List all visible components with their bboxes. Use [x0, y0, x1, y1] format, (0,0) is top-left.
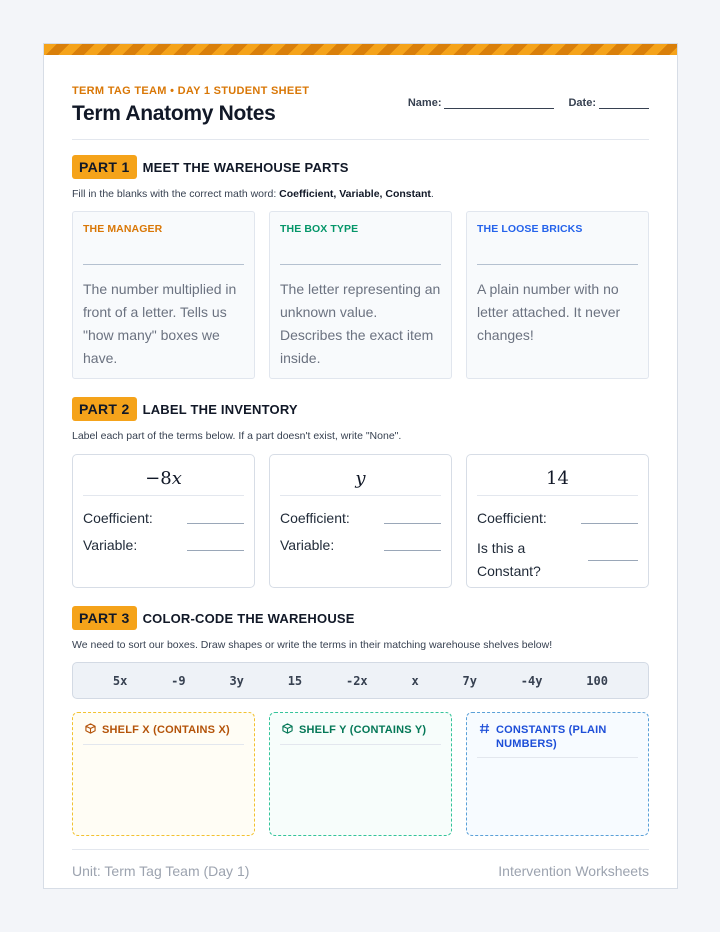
part-3-title: COLOR-CODE THE WAREHOUSE [142, 610, 355, 626]
term-chip[interactable]: -4y [520, 673, 543, 688]
box-icon [83, 723, 97, 738]
part-3-heading [72, 605, 649, 631]
box-icon [280, 723, 294, 738]
answer-blank[interactable] [83, 264, 244, 265]
shelf-y-dropzone[interactable] [269, 712, 452, 836]
term-chip[interactable]: 3y [229, 673, 244, 688]
constant-row: Is this a Constant? [477, 537, 638, 583]
part-1-heading [72, 154, 649, 180]
part-3-section [72, 605, 649, 836]
term-card-y [269, 454, 452, 588]
coefficient-blank[interactable] [384, 523, 441, 524]
part-2-title: LABEL THE INVENTORY [142, 401, 298, 417]
answer-blank[interactable] [280, 264, 441, 265]
part-3-tag: PART 3 [72, 606, 137, 630]
variable-row: Variable: [280, 537, 441, 553]
page-title: Term Anatomy Notes [72, 102, 276, 125]
coefficient-row: Coefficient: [477, 510, 638, 526]
shelf-label: SHELF X (CONTAINS X) [102, 724, 230, 736]
answer-blank[interactable] [477, 264, 638, 265]
sheet-kicker: TERM TAG TEAM • DAY 1 STUDENT SHEET [72, 85, 310, 97]
part-1-section [72, 154, 649, 379]
card-the-manager [72, 211, 255, 379]
term-expression: 14 [477, 455, 638, 496]
date-label: Date: [568, 97, 596, 109]
shelf-label: SHELF Y (CONTAINS Y) [299, 724, 427, 736]
page-footer [72, 849, 649, 879]
term-expression: −8x [83, 455, 244, 496]
coefficient-row: Coefficient: [280, 510, 441, 526]
variable-blank[interactable] [384, 550, 441, 551]
card-the-loose-bricks [466, 211, 649, 379]
coefficient-row: Coefficient: [83, 510, 244, 526]
shelf-x-dropzone[interactable] [72, 712, 255, 836]
card-the-box-type [269, 211, 452, 379]
hash-icon [477, 723, 491, 738]
worksheet-page [43, 43, 678, 889]
shelf-header [83, 723, 244, 745]
name-field[interactable] [444, 97, 554, 109]
hazard-stripe [44, 44, 677, 55]
part-2-section [72, 396, 649, 588]
card-label: THE LOOSE BRICKS [477, 223, 583, 235]
footer-series: Intervention Worksheets [498, 863, 649, 879]
part-2-instructions: Label each part of the terms below. If a part doesn't exist, write "None". [72, 430, 402, 442]
term-chip[interactable]: 15 [287, 673, 303, 688]
card-label: THE MANAGER [83, 223, 163, 235]
date-field[interactable] [599, 97, 649, 109]
name-date-block [408, 97, 649, 109]
part-1-title: MEET THE WAREHOUSE PARTS [142, 159, 349, 175]
coefficient-blank[interactable] [581, 523, 638, 524]
term-bank [72, 662, 649, 699]
term-chip[interactable]: 7y [462, 673, 477, 688]
footer-unit: Unit: Term Tag Team (Day 1) [72, 863, 250, 879]
term-chip[interactable]: -9 [171, 673, 186, 688]
shelf-header [280, 723, 441, 745]
name-label: Name: [407, 97, 442, 109]
term-card-neg-8x [72, 454, 255, 588]
shelf-header [477, 723, 638, 758]
part-2-heading [72, 396, 649, 422]
coefficient-blank[interactable] [187, 523, 244, 524]
constant-blank[interactable] [588, 560, 638, 561]
term-expression: y [280, 455, 441, 496]
card-label: THE BOX TYPE [280, 223, 359, 235]
part-3-instructions: We need to sort our boxes. Draw shapes or write the terms in their matching warehouse shelves below! [72, 639, 553, 651]
term-card-14 [466, 454, 649, 588]
card-description: The number multiplied in front of a letter. Tells us "how many" boxes we have. [83, 281, 237, 366]
variable-blank[interactable] [187, 550, 244, 551]
card-description: A plain number with no letter attached. It never changes! [477, 281, 621, 343]
part-1-instructions: Fill in the blanks with the correct math word: Coefficient, Variable, Constant. [72, 188, 434, 200]
math-words: Coefficient, Variable, Constant [279, 188, 431, 200]
term-chip[interactable]: -2x [345, 673, 368, 688]
term-chip[interactable]: 100 [586, 673, 608, 688]
part-1-tag: PART 1 [72, 155, 137, 179]
constants-dropzone[interactable] [466, 712, 649, 836]
term-chip[interactable]: x [411, 673, 419, 688]
part-2-tag: PART 2 [72, 397, 137, 421]
variable-row: Variable: [83, 537, 244, 553]
card-description: The letter representing an unknown value. Describes the exact item inside. [280, 281, 441, 366]
term-chip[interactable]: 5x [112, 673, 128, 688]
shelf-label: CONSTANTS (PLAIN NUMBERS) [496, 724, 607, 750]
sheet-header [72, 55, 649, 140]
